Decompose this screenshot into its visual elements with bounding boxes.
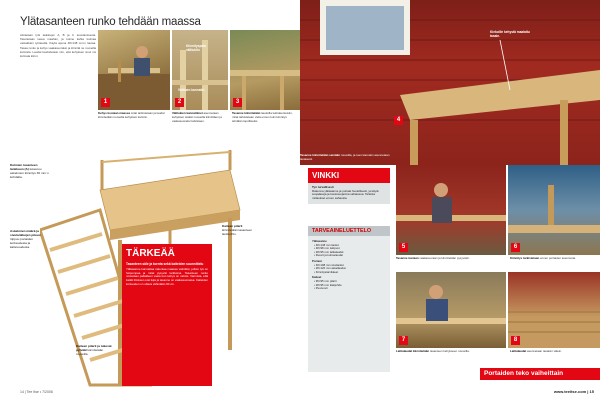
caption-7: Lattialaudat kiinnitetään tasanteen kehykseen ruuveilla.: [396, 349, 470, 353]
diagram-label: Askelmien määrä ja sivulankkujen pituus riippuu portaiden korkeudesta ja kaltevuudesta.: [10, 229, 41, 249]
page-footer: 14 | Tee Itse • 7/2006: [20, 390, 53, 394]
step-number: 8: [511, 336, 520, 345]
diagram-label: Kaiteen pilarit ja tukevat pylväät kiinnitetään ruuveilla.: [76, 344, 112, 356]
photo-2: [172, 30, 228, 110]
right-page: [300, 0, 600, 400]
photo-6-image: [508, 165, 600, 255]
materials-list: [308, 226, 390, 372]
photo-7-image: [396, 272, 506, 348]
materials-item: • 28×95 mm käsijohde: [314, 282, 342, 287]
site-footer: www.teeitse.com | 15: [553, 389, 594, 394]
step-number: 7: [399, 336, 408, 345]
materials-section-title: Kaiteet: [312, 275, 322, 280]
materials-heading: TARVEAINELUETTELO: [308, 226, 390, 236]
materials-item: • 48×148 mm lankut: [314, 242, 339, 247]
photo-callout: Kiekoille kehystä maalattu tasain.: [490, 30, 530, 38]
step-number: 2: [175, 98, 184, 107]
caption-6: Kiinnitys tarkistetaan ennen portaiden asennusta.: [510, 256, 576, 260]
step-number: 4: [394, 116, 403, 125]
materials-item: • 95×95 mm pilarit: [314, 278, 337, 283]
caption-5: Tasanne tuetaan vaakasuoraan ja kiinnitetään pysyvästi.: [396, 256, 470, 260]
step-number: 6: [511, 243, 520, 252]
tip-text: Rakenna ylätasanne ja portaat huolellisesti, ja käytä suojalaseja ja kuulosuojaimia sahatessa. Tarkista mittaukset ennen sahausta.: [312, 188, 379, 201]
photo-callout: Kiinnityspala välitukiin: [186, 44, 206, 52]
page-title: Ylätasanteen runko tehdään maassa: [20, 16, 201, 28]
materials-item: • Kiinnitystarvikkeet: [314, 269, 339, 274]
diagram-label: Kaiteen pilarit kiinnitetään tasanteen lankkuihin.: [222, 224, 253, 236]
important-box: [122, 244, 212, 386]
photo-7: [396, 272, 506, 348]
materials-item: • 28×95 mm lattialaudat: [314, 249, 344, 254]
footer-banner: Portaiden teko vaiheittain: [480, 368, 600, 380]
materials-item: • Puuruuvit: [314, 286, 328, 291]
photo-5-image: [396, 165, 506, 255]
important-heading: TÄRKEÄÄ: [126, 248, 175, 259]
materials-item: • 48×198 mm sivulankut: [314, 262, 344, 267]
intro-text: Aloitetaan työt laukkujen A, B ja C avustamisesta. Tasoitetaan tasoa maahan, ja kolme kahta kulmaa vastakkain työtasolla. Käytä apuna 48×148 mm:n lautaa. Tasaa runko ja kehys vaakasuoraksi ja kiinnitä ne ruuveilla kulmista. Laudat laudoitetaan niin, että kehyksen sivut voi kulmata kiinni.: [20, 33, 96, 59]
photo-4: [300, 0, 600, 165]
caption-4: Tasanne kiinnitetään seinään ruuveilla, ja tuen kannatin asennetaan tasaisesti.: [300, 153, 390, 161]
photo-callout: Välituen kannatin: [178, 88, 205, 92]
caption-3: Tasanne kiinnitetään laudoilla tukirakenteisiin, mitat tarkistetaan vielä ennen kuin kiinnitys tehdään lopulliseksi.: [232, 111, 293, 123]
materials-item: • 48×98 mm tukipuut: [314, 246, 340, 251]
materials-item: • Ruuvit ja kulmaraudat: [314, 253, 343, 258]
tip-heading: VINKKI: [308, 168, 390, 183]
materials-section-title: Ylätasanne: [312, 239, 327, 243]
photo-6: [508, 165, 600, 255]
step-number: 5: [399, 243, 408, 252]
photo-5: [396, 165, 506, 255]
photo-4-image: [300, 0, 600, 165]
caption-2: Välitukien kannattimet asennetaan kehyksen sisään ruuveilla kiinnittäen ja vaakasuoraksi tarkistaen.: [172, 111, 222, 123]
tip-box: [308, 168, 390, 204]
caption-8: Lattialaudat asennetaan tasaisin välein.: [510, 349, 562, 353]
photo-8: [508, 272, 600, 348]
materials-section-title: Portaat: [312, 258, 322, 263]
step-number: 1: [101, 98, 110, 107]
important-sub: Tasanteen säle ja tuenta sekä kaiteiden suunnittelu: [126, 262, 204, 266]
step-number: 3: [233, 98, 242, 107]
diagram-label: Kulmien tasanteen lankkuun (A) tukeutuu askelmien kiinnitys 30 mm:n kohdalta.: [10, 163, 49, 179]
photo-8-image: [508, 272, 600, 348]
photo-1: [98, 30, 170, 110]
materials-item: • 28×120 mm askellaudat: [314, 266, 346, 271]
important-text: Ylätasanne kannattaa rakentaa maassa valmiiksi, jolloin työ on helpompaa ja mitat pysyvät tarkkoina. Tasanteen runko nostetaan paikalleen vasta kun kehys on valmis. Varmista, että kaikki liitokset ovat lujia ja tasanne on vaakasuorassa. Kaiteiden korkeuden on oltava vähintään 90 cm.: [126, 267, 208, 286]
tip-title: Työ turvallisesti: [312, 185, 334, 189]
caption-1: Kehys kootaan maassa mitat tarkistetaan ja laudat kiinnitetään ruuveilla kehyksen kulmiin.: [98, 111, 165, 119]
photo-3: [230, 30, 300, 110]
